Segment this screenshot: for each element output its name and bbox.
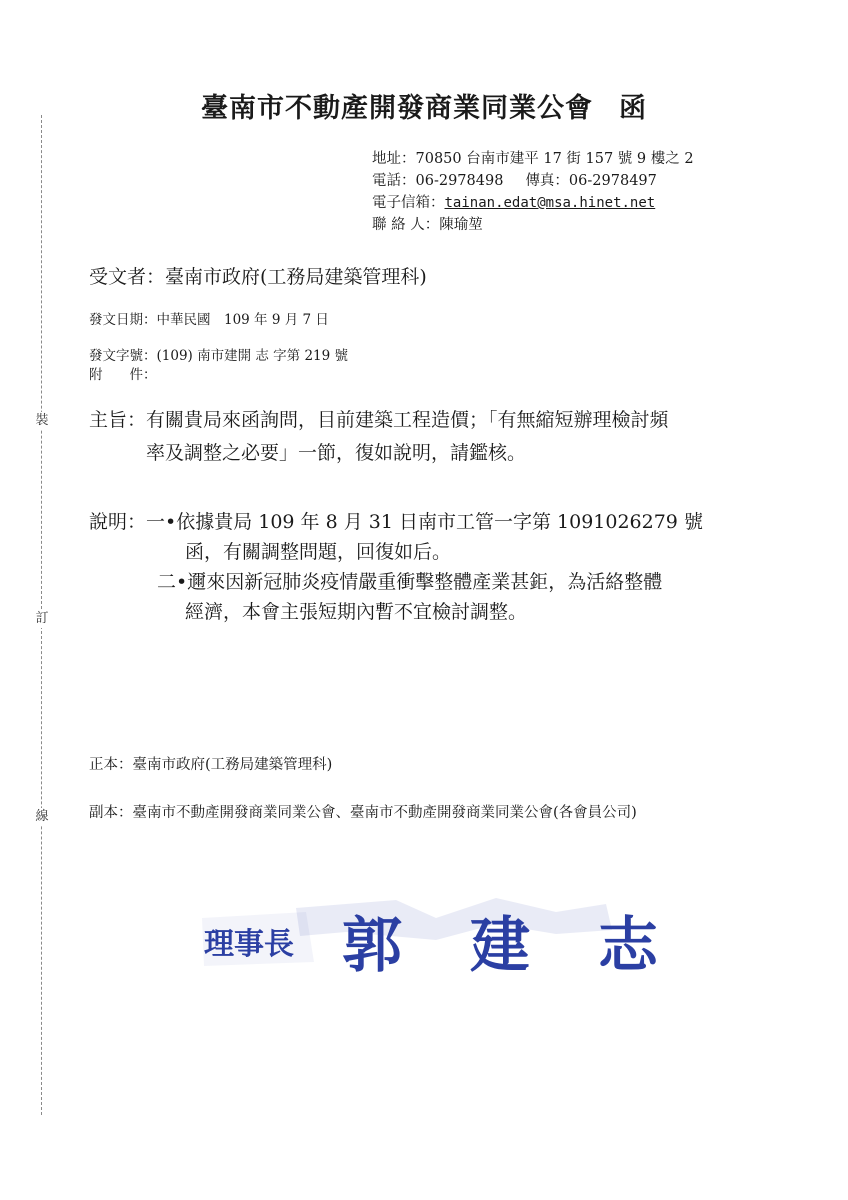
- phone: 電話：06-2978498: [372, 173, 504, 189]
- letter-title: [0, 86, 848, 125]
- binding-mark-3: 線: [33, 808, 51, 826]
- explanation-item-1-line-2: 函，有關調整問題，回復如后。: [185, 541, 452, 563]
- recipient: 受文者：臺南市政府(工務局建築管理科): [89, 266, 427, 288]
- subject-line-2: 率及調整之必要」一節，復如說明，請鑑核。: [146, 442, 527, 464]
- document-number: 發文字號：(109) 南市建開 志 字第 219 號: [89, 348, 349, 364]
- seal-title: 理事長: [204, 927, 294, 962]
- contact-person: 聯 絡 人：陳瑜堃: [372, 217, 483, 233]
- carbon-copy: 副本：臺南市不動產開發商業同業公會、臺南市不動產開發商業同業公會(各會員公司): [89, 805, 637, 821]
- contact-block: [372, 148, 694, 236]
- original-copy: 正本：臺南市政府(工務局建築管理科): [89, 757, 333, 773]
- issue-date: 發文日期：中華民國 109 年 9 月 7 日: [89, 312, 329, 328]
- email-label: 電子信箱：: [372, 195, 445, 211]
- document-type: 函: [619, 93, 647, 124]
- phone-fax-row: [372, 170, 694, 192]
- subject-line-1: 主旨：有關貴局來函詢問，目前建築工程造價；「有無縮短辦理檢討頻: [89, 409, 669, 431]
- explanation-item-2-line-2: 經濟，本會主張短期內暫不宜檢討調整。: [185, 601, 528, 623]
- seal-name: 郭 建 志: [342, 911, 662, 981]
- binding-mark-2: 訂: [33, 610, 51, 628]
- chairman-seal-stamp: [196, 890, 662, 990]
- organization-name: 臺南市不動產開發商業同業公會: [201, 93, 593, 124]
- address: 地址：70850 台南市建平 17 街 157 號 9 樓之 2: [372, 151, 694, 167]
- explanation-section: [89, 507, 789, 627]
- subject-section: [89, 404, 789, 470]
- attachment: 附 件：: [89, 367, 157, 383]
- seal-graphic: [196, 890, 662, 990]
- explanation-item-2-line-1: 二•邇來因新冠肺炎疫情嚴重衝擊整體產業甚鉅，為活絡整體: [157, 571, 663, 593]
- email-row: [372, 192, 694, 214]
- explanation-item-1-line-1: 說明：一•依據貴局 109 年 8 月 31 日南市工管一字第 1091026279 號: [89, 511, 703, 533]
- email-link[interactable]: tainan.edat@msa.hinet.net: [444, 195, 656, 211]
- binding-mark-1: 裝: [33, 412, 51, 430]
- fax: 傳真：06-2978497: [525, 173, 657, 189]
